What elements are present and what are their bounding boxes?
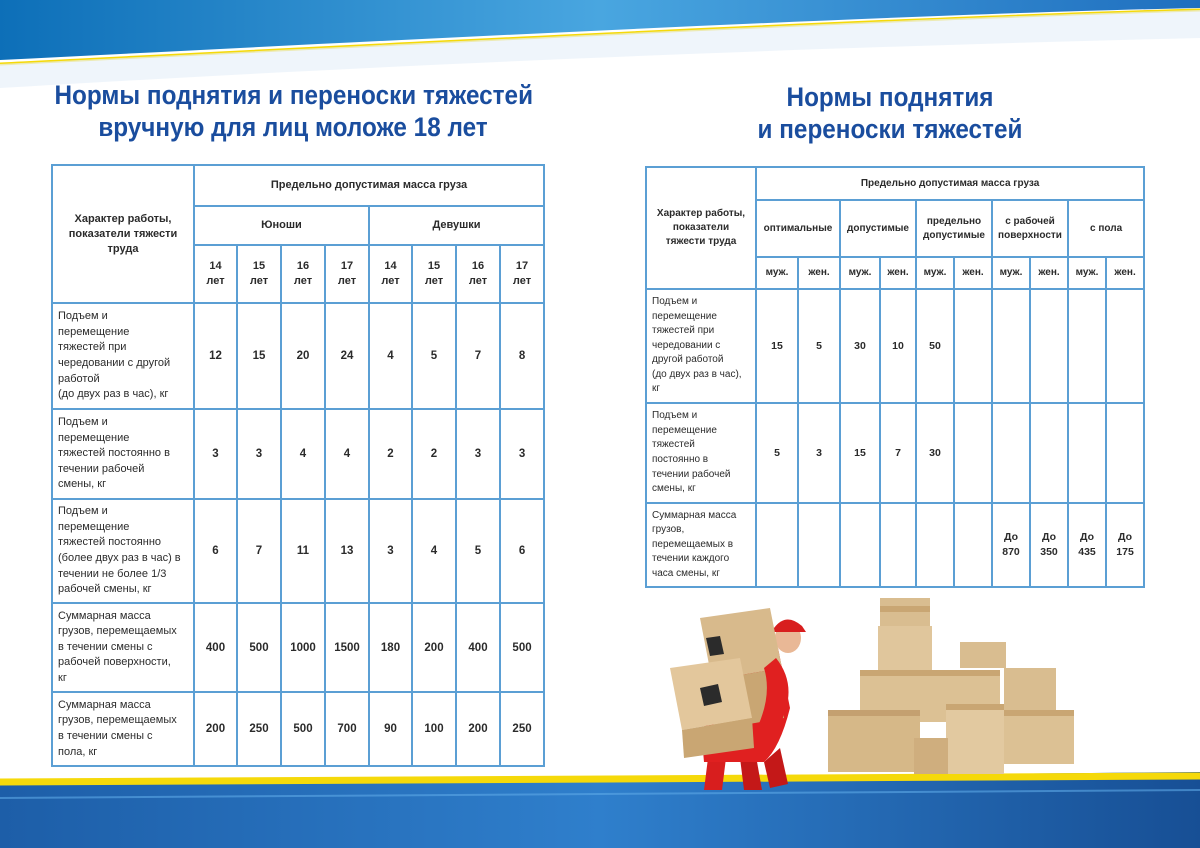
category-header-line: предельно xyxy=(926,215,982,227)
value-line: 15 xyxy=(854,446,866,459)
row-label-line: Подъем и xyxy=(58,505,108,518)
row-label-line: (до двух раз в час), xyxy=(652,368,742,380)
age-value: 16 xyxy=(296,260,310,272)
row-label-line: кг xyxy=(58,671,67,684)
value-cell xyxy=(840,289,880,403)
row-label-line: смены, кг xyxy=(58,478,107,491)
value-cell: 200 xyxy=(456,692,500,766)
age-unit: лет xyxy=(206,275,225,287)
value-cell: 4 xyxy=(281,409,325,499)
gender-header: муж. xyxy=(916,257,954,289)
value-line: 350 xyxy=(1040,546,1058,558)
value-line: 175 xyxy=(1116,546,1134,558)
table-row xyxy=(52,499,544,603)
value-line: До xyxy=(1041,531,1057,543)
row-label-line: течении не более 1/3 xyxy=(58,567,167,580)
table-row xyxy=(52,692,544,766)
work-type-header-line: Характер работы, xyxy=(74,212,172,225)
value-cell: 6 xyxy=(500,499,544,603)
value-cell xyxy=(840,403,880,503)
row-label-line: рабочей смены, кг xyxy=(58,583,152,596)
value-line: 870 xyxy=(1002,546,1020,558)
row-label xyxy=(646,289,756,403)
value-cell xyxy=(756,289,798,403)
value-cell xyxy=(954,503,992,587)
left-title-line-1: Нормы поднятия и переноски тяжестей xyxy=(54,80,534,110)
value-cell: 7 xyxy=(456,303,500,409)
value-cell: 5 xyxy=(412,303,456,409)
value-cell: 11 xyxy=(281,499,325,603)
value-cell: 1500 xyxy=(325,603,369,692)
value-line: 3 xyxy=(816,446,822,459)
row-label-line: грузов, перемещаемых xyxy=(58,714,177,727)
category-header-floor xyxy=(1068,200,1144,257)
row-label xyxy=(52,692,194,766)
value-cell xyxy=(756,403,798,503)
value-cell: 13 xyxy=(325,499,369,603)
max-mass-header: Предельно допустимая масса груза xyxy=(756,167,1144,200)
worker-with-boxes-illustration xyxy=(660,598,1080,798)
value-cell: 24 xyxy=(325,303,369,409)
age-header xyxy=(456,245,500,303)
value-cell xyxy=(1030,403,1068,503)
work-type-header-line: Характер работы, xyxy=(656,208,746,219)
table-row xyxy=(646,403,1144,503)
value-line: 435 xyxy=(1078,546,1096,558)
value-cell: 90 xyxy=(369,692,412,766)
row-label-line: работой xyxy=(58,372,100,385)
value-cell xyxy=(840,503,880,587)
row-label-line: тяжестей при xyxy=(58,341,127,354)
value-cell: 12 xyxy=(194,303,237,409)
row-label-line: Суммарная масса xyxy=(652,509,737,521)
category-header-max-permissible xyxy=(916,200,992,257)
right-page-title xyxy=(665,81,1115,145)
value-cell xyxy=(1068,289,1106,403)
value-cell xyxy=(1068,503,1106,587)
value-cell: 4 xyxy=(369,303,412,409)
value-line: До xyxy=(1118,531,1133,543)
value-cell: 4 xyxy=(325,409,369,499)
left-title-line-2: вручную для лиц моложе 18 лет xyxy=(98,112,488,142)
row-label-line: грузов, перемещаемых xyxy=(58,625,177,638)
work-type-header-line: показатели тяжести xyxy=(68,227,178,240)
value-cell: 500 xyxy=(237,603,281,692)
value-cell: 3 xyxy=(456,409,500,499)
value-line: До xyxy=(1003,531,1019,543)
row-label-line: тяжестей при xyxy=(652,325,715,337)
table-row xyxy=(52,603,544,692)
category-header-line: допустимые xyxy=(923,229,985,241)
category-header-work-surface xyxy=(992,200,1068,257)
value-cell xyxy=(1068,403,1106,503)
minors-lifting-norms-table xyxy=(51,164,545,767)
row-label-line: другой работой xyxy=(652,354,724,366)
value-cell xyxy=(880,403,916,503)
value-cell xyxy=(798,403,840,503)
value-cell: 20 xyxy=(281,303,325,409)
age-unit: лет xyxy=(424,275,444,287)
row-label-line: в течении смены с xyxy=(58,730,153,742)
gender-header: жен. xyxy=(798,257,840,289)
value-cell: 200 xyxy=(194,692,237,766)
age-unit: лет xyxy=(337,275,357,287)
age-unit: лет xyxy=(468,275,488,287)
value-cell xyxy=(880,503,916,587)
value-cell xyxy=(992,403,1030,503)
row-label xyxy=(52,409,194,499)
girls-header: Девушки xyxy=(369,206,544,245)
table-row xyxy=(52,409,544,499)
value-cell xyxy=(1030,289,1068,403)
row-label-line: тяжестей постоянно в xyxy=(58,447,170,460)
category-header-line: с пола xyxy=(1089,222,1123,234)
right-title-line-1: Нормы поднятия xyxy=(786,82,994,112)
row-label-line: в течении смены с xyxy=(58,640,153,653)
row-label-line: рабочей поверхности, xyxy=(58,656,171,669)
value-cell: 5 xyxy=(456,499,500,603)
category-header-line: с рабочей xyxy=(1005,215,1055,227)
age-value: 14 xyxy=(384,260,397,272)
adult-lifting-norms-table xyxy=(645,166,1145,588)
row-label-line: перемещение xyxy=(652,424,717,436)
age-value: 15 xyxy=(252,260,266,272)
work-type-header xyxy=(646,167,756,289)
row-label-line: перемещение xyxy=(652,310,717,322)
row-label-line: перемещение xyxy=(58,325,130,338)
left-page-title xyxy=(55,79,532,143)
value-line: 50 xyxy=(929,339,941,352)
value-cell: 3 xyxy=(194,409,237,499)
category-header-line: допустимые xyxy=(847,222,909,234)
age-unit: лет xyxy=(249,275,269,287)
row-label-line: течении рабочей xyxy=(58,462,145,475)
row-label-line: перемещение xyxy=(58,431,130,444)
row-label-line: течении рабочей xyxy=(652,468,731,480)
row-label xyxy=(52,303,194,409)
value-cell: 2 xyxy=(369,409,412,499)
age-header xyxy=(281,245,325,303)
row-label-line: Подъем и xyxy=(652,295,698,307)
age-value: 17 xyxy=(340,260,354,272)
age-header xyxy=(194,245,237,303)
age-value: 16 xyxy=(471,260,485,272)
value-cell: 500 xyxy=(500,603,544,692)
value-line: До xyxy=(1079,531,1095,543)
work-type-header-line: показатели xyxy=(672,222,730,233)
row-label-line: смены, кг xyxy=(652,483,696,495)
value-line: 5 xyxy=(774,446,780,459)
boys-header: Юноши xyxy=(194,206,369,245)
category-header-permissible xyxy=(840,200,916,257)
value-cell: 4 xyxy=(412,499,456,603)
value-cell xyxy=(954,403,992,503)
value-cell: 250 xyxy=(500,692,544,766)
row-label-line: перемещение xyxy=(58,520,130,533)
table-row xyxy=(646,289,1144,403)
value-cell: 15 xyxy=(237,303,281,409)
row-label-line: течении каждого xyxy=(652,553,730,565)
age-unit: лет xyxy=(512,275,532,287)
age-value: 14 xyxy=(209,260,222,272)
value-cell xyxy=(1106,289,1144,403)
table-row xyxy=(52,303,544,409)
value-cell: 3 xyxy=(500,409,544,499)
value-line: 10 xyxy=(892,339,904,352)
value-cell: 100 xyxy=(412,692,456,766)
value-cell: 200 xyxy=(412,603,456,692)
value-cell: 1000 xyxy=(281,603,325,692)
right-title-line-2: и переноски тяжестей xyxy=(757,114,1023,144)
age-header xyxy=(500,245,544,303)
row-label xyxy=(646,403,756,503)
value-cell: 500 xyxy=(281,692,325,766)
row-label-line: грузов, xyxy=(652,524,685,536)
category-header-optimal xyxy=(756,200,840,257)
gender-header: жен. xyxy=(1106,257,1144,289)
value-line: 30 xyxy=(929,446,941,459)
value-cell xyxy=(916,403,954,503)
row-label-line: постоянно в xyxy=(652,454,709,465)
row-label-line: Подъем и xyxy=(58,416,108,429)
row-label-line: (более двух раз в час) в xyxy=(58,552,181,564)
value-cell: 700 xyxy=(325,692,369,766)
age-unit: лет xyxy=(293,275,313,287)
row-label-line: Подъем и xyxy=(652,410,698,422)
row-label-line: тяжестей xyxy=(652,439,695,451)
gender-header: муж. xyxy=(756,257,798,289)
value-cell: 6 xyxy=(194,499,237,603)
value-cell: 3 xyxy=(237,409,281,499)
value-cell xyxy=(954,289,992,403)
value-cell xyxy=(992,289,1030,403)
value-cell: 250 xyxy=(237,692,281,766)
row-label-line: кг xyxy=(652,383,661,395)
row-label-line: тяжестей постоянно xyxy=(58,536,162,549)
value-cell xyxy=(798,503,840,587)
row-label xyxy=(52,499,194,603)
value-cell: 400 xyxy=(194,603,237,692)
value-line: 30 xyxy=(854,339,866,352)
age-value: 15 xyxy=(427,260,441,272)
value-line: 7 xyxy=(895,446,901,459)
category-header-line: поверхности xyxy=(998,229,1062,241)
work-type-header-line: тяжести труда xyxy=(665,236,737,247)
value-cell xyxy=(798,289,840,403)
age-value: 17 xyxy=(515,260,529,272)
gender-header: муж. xyxy=(1068,257,1106,289)
value-cell xyxy=(1106,403,1144,503)
work-type-header-line: труда xyxy=(107,242,139,255)
max-mass-header: Предельно допустимая масса груза xyxy=(194,165,544,206)
row-label-line: (до двух раз в час), кг xyxy=(58,388,169,401)
value-cell xyxy=(916,503,954,587)
row-label-line: часа смены, кг xyxy=(652,567,720,579)
category-header-line: оптимальные xyxy=(763,222,833,234)
row-label-line: Суммарная масса xyxy=(58,698,151,711)
gender-header: муж. xyxy=(992,257,1030,289)
value-cell: 2 xyxy=(412,409,456,499)
row-label-line: Подъем и xyxy=(58,310,108,323)
table-row xyxy=(646,503,1144,587)
row-label-line: чередовании с другой xyxy=(58,357,171,369)
work-type-header xyxy=(52,165,194,303)
row-label-line: пола, кг xyxy=(58,745,98,758)
row-label-line: перемещаемых в xyxy=(652,538,734,550)
value-cell xyxy=(916,289,954,403)
value-cell xyxy=(1030,503,1068,587)
age-header xyxy=(325,245,369,303)
value-cell: 7 xyxy=(237,499,281,603)
gender-header: жен. xyxy=(954,257,992,289)
value-cell: 3 xyxy=(369,499,412,603)
value-cell xyxy=(992,503,1030,587)
row-label-line: чередовании с xyxy=(652,339,721,351)
value-cell: 180 xyxy=(369,603,412,692)
gender-header: жен. xyxy=(880,257,916,289)
row-label xyxy=(52,603,194,692)
row-label-line: Суммарная масса xyxy=(58,609,151,622)
gender-header: муж. xyxy=(840,257,880,289)
value-cell: 400 xyxy=(456,603,500,692)
age-header xyxy=(237,245,281,303)
value-cell xyxy=(756,503,798,587)
value-line: 15 xyxy=(771,339,783,352)
age-header xyxy=(412,245,456,303)
value-cell xyxy=(1106,503,1144,587)
value-line: 5 xyxy=(816,339,822,352)
value-cell: 8 xyxy=(500,303,544,409)
row-label xyxy=(646,503,756,587)
age-header xyxy=(369,245,412,303)
value-cell xyxy=(880,289,916,403)
gender-header: жен. xyxy=(1030,257,1068,289)
age-unit: лет xyxy=(381,275,400,287)
